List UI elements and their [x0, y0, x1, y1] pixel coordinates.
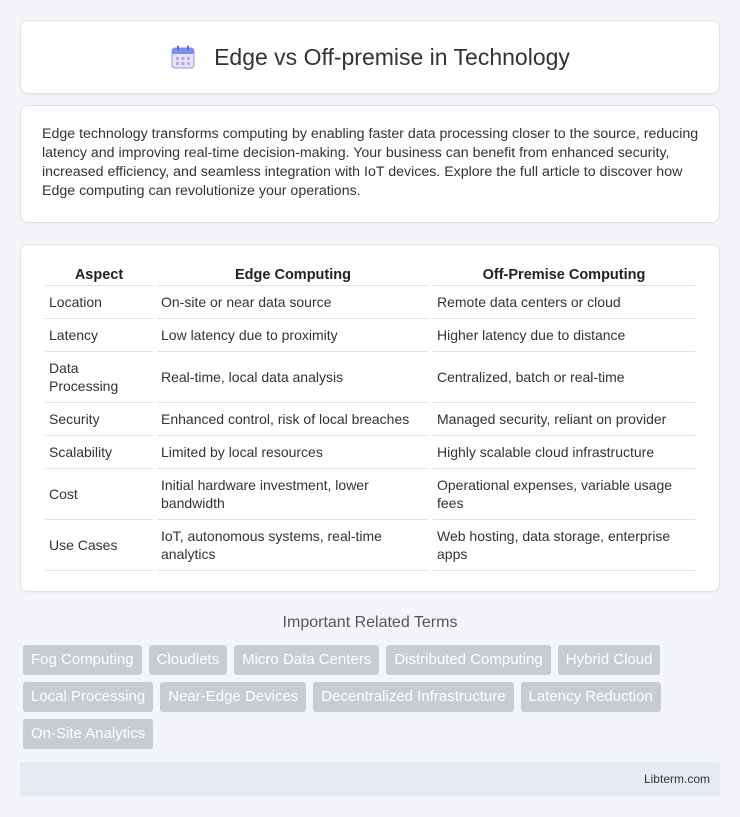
related-term-tag[interactable]: Local Processing	[23, 682, 153, 712]
cell-edge: Initial hardware investment, lower bandwidth	[157, 469, 429, 520]
related-term-tag[interactable]: Decentralized Infrastructure	[313, 682, 513, 712]
cell-aspect: Security	[45, 403, 153, 436]
cell-edge: On-site or near data source	[157, 286, 429, 319]
table-row	[45, 319, 695, 352]
related-term-tag[interactable]: Fog Computing	[23, 645, 142, 675]
table-row	[45, 352, 695, 403]
related-term-tag[interactable]: Hybrid Cloud	[558, 645, 661, 675]
cell-offpremise: Web hosting, data storage, enterprise apps	[433, 520, 695, 571]
cell-offpremise: Centralized, batch or real-time	[433, 352, 695, 403]
page-title: Edge vs Off-premise in Technology	[214, 43, 570, 70]
footer	[20, 762, 720, 796]
cell-offpremise: Higher latency due to distance	[433, 319, 695, 352]
comparison-card	[20, 244, 720, 592]
related-term-tag[interactable]: On-Site Analytics	[23, 719, 153, 749]
cell-edge: Real-time, local data analysis	[157, 352, 429, 403]
table-row	[45, 403, 695, 436]
cell-aspect: Location	[45, 286, 153, 319]
intro-card	[20, 105, 720, 223]
cell-aspect: Scalability	[45, 436, 153, 469]
cell-aspect: Use Cases	[45, 520, 153, 571]
cell-edge: Low latency due to proximity	[157, 319, 429, 352]
footer-site-link[interactable]: Libterm.com	[643, 772, 710, 786]
intro-text: Edge technology transforms computing by enabling faster data processing closer to the source, reducing latency and improving real-time decision-making. Your business can benefit from enhanced security, increased efficiency, and seamless integration with IoT devices. Explore the full article to discover how Edge computing can revolutionize your operations.	[42, 126, 699, 199]
calendar-icon	[170, 44, 196, 70]
header-edge: Edge Computing	[157, 263, 429, 286]
related-term-tag[interactable]: Near-Edge Devices	[160, 682, 306, 712]
cell-offpremise: Operational expenses, variable usage fees	[433, 469, 695, 520]
header-offpremise: Off-Premise Computing	[433, 263, 695, 286]
related-term-tag[interactable]: Latency Reduction	[521, 682, 661, 712]
cell-aspect: Latency	[45, 319, 153, 352]
related-terms-title: Important Related Terms	[282, 614, 458, 631]
cell-aspect: Data Processing	[45, 352, 153, 403]
related-terms-list	[20, 645, 720, 749]
cell-edge: Enhanced control, risk of local breaches	[157, 403, 429, 436]
table-row	[45, 520, 695, 571]
cell-edge: IoT, autonomous systems, real-time analytics	[157, 520, 429, 571]
comparison-table	[41, 263, 699, 571]
table-header-row	[45, 263, 695, 286]
table-row	[45, 436, 695, 469]
related-term-tag[interactable]: Distributed Computing	[386, 645, 550, 675]
header-card	[20, 20, 720, 94]
table-row	[45, 469, 695, 520]
related-term-tag[interactable]: Micro Data Centers	[234, 645, 379, 675]
cell-offpremise: Managed security, reliant on provider	[433, 403, 695, 436]
related-term-tag[interactable]: Cloudlets	[149, 645, 228, 675]
header-aspect: Aspect	[45, 263, 153, 286]
cell-aspect: Cost	[45, 469, 153, 520]
table-row	[45, 286, 695, 319]
cell-edge: Limited by local resources	[157, 436, 429, 469]
cell-offpremise: Highly scalable cloud infrastructure	[433, 436, 695, 469]
cell-offpremise: Remote data centers or cloud	[433, 286, 695, 319]
